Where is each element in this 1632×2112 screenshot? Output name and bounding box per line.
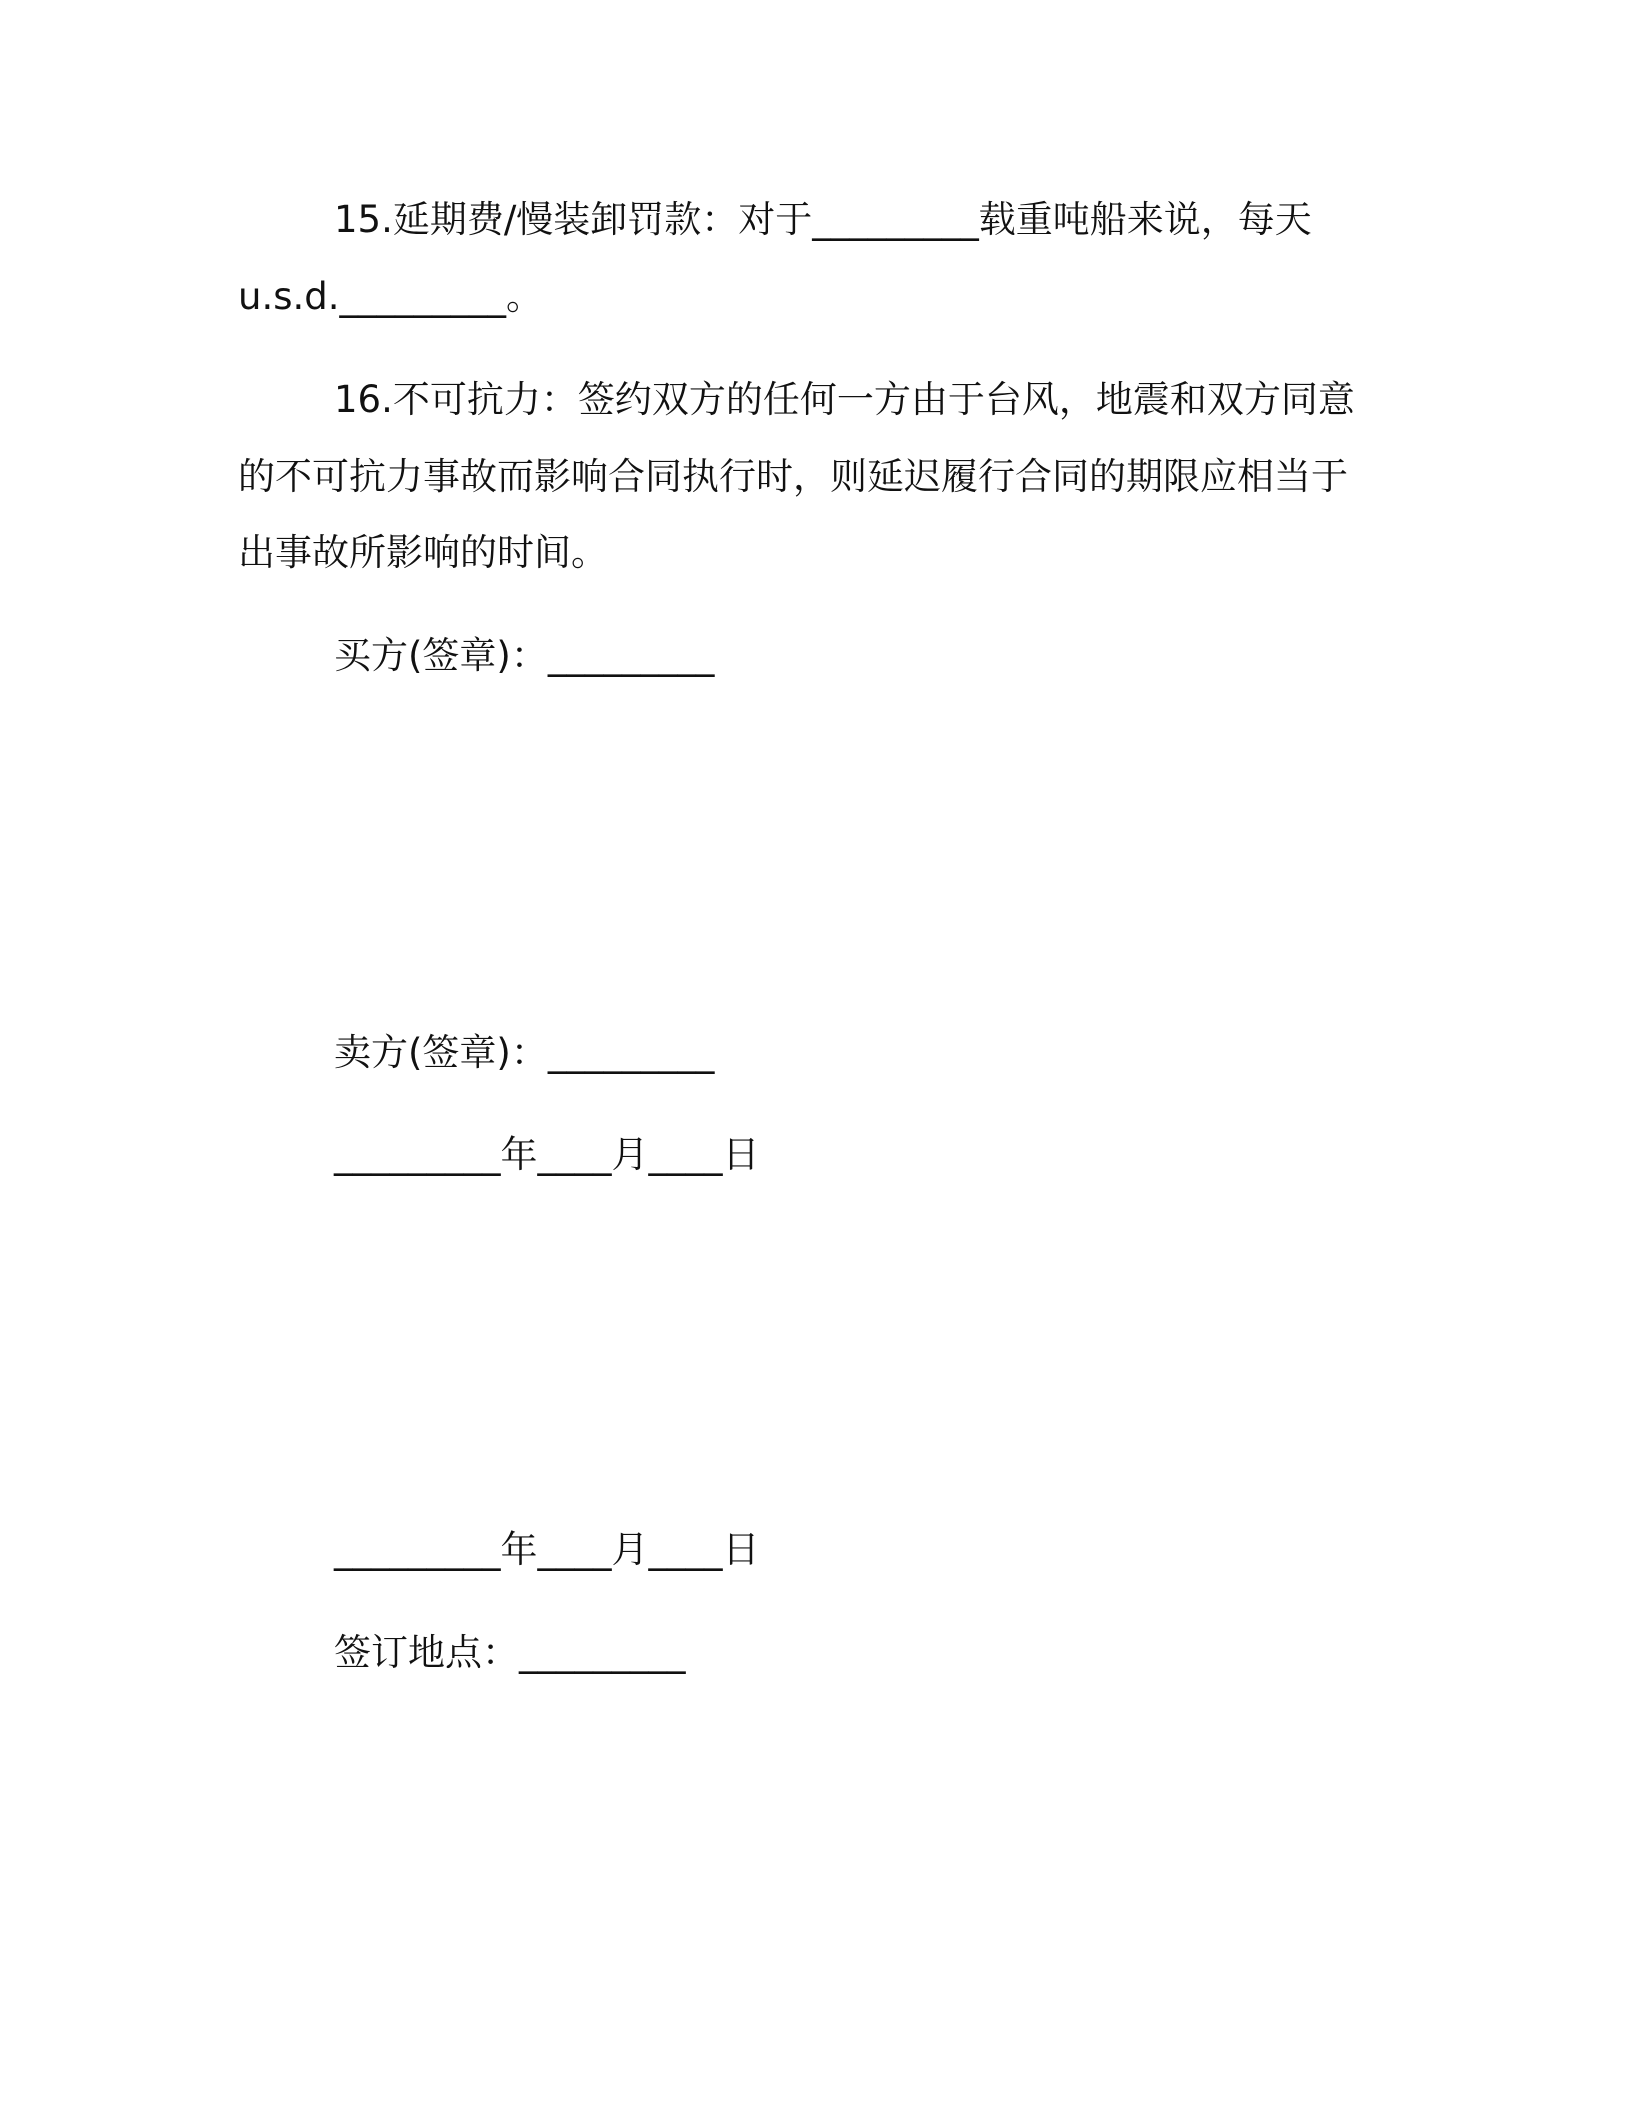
seller-signature-line: 卖方(签章)：_________ <box>334 1031 715 1074</box>
clause-16-line-1: 16.不可抗力：签约双方的任何一方由于台风，地震和双方同意 <box>334 378 1355 421</box>
clause-16-line-3: 出事故所影响的时间。 <box>238 531 608 574</box>
seller-date-line: _________年____月____日 <box>334 1133 760 1176</box>
clause-15-line-2: u.s.d._________。 <box>238 275 543 318</box>
clause-15-line-1: 15.延期费/慢装卸罚款：对于_________载重吨船来说，每天 <box>334 198 1312 241</box>
buyer-signature-line: 买方(签章)：_________ <box>334 634 715 677</box>
signing-place-line: 签订地点：_________ <box>334 1631 686 1674</box>
signing-date-line: _________年____月____日 <box>334 1528 760 1571</box>
clause-16-line-2: 的不可抗力事故而影响合同执行时，则延迟履行合同的期限应相当于 <box>238 455 1348 498</box>
